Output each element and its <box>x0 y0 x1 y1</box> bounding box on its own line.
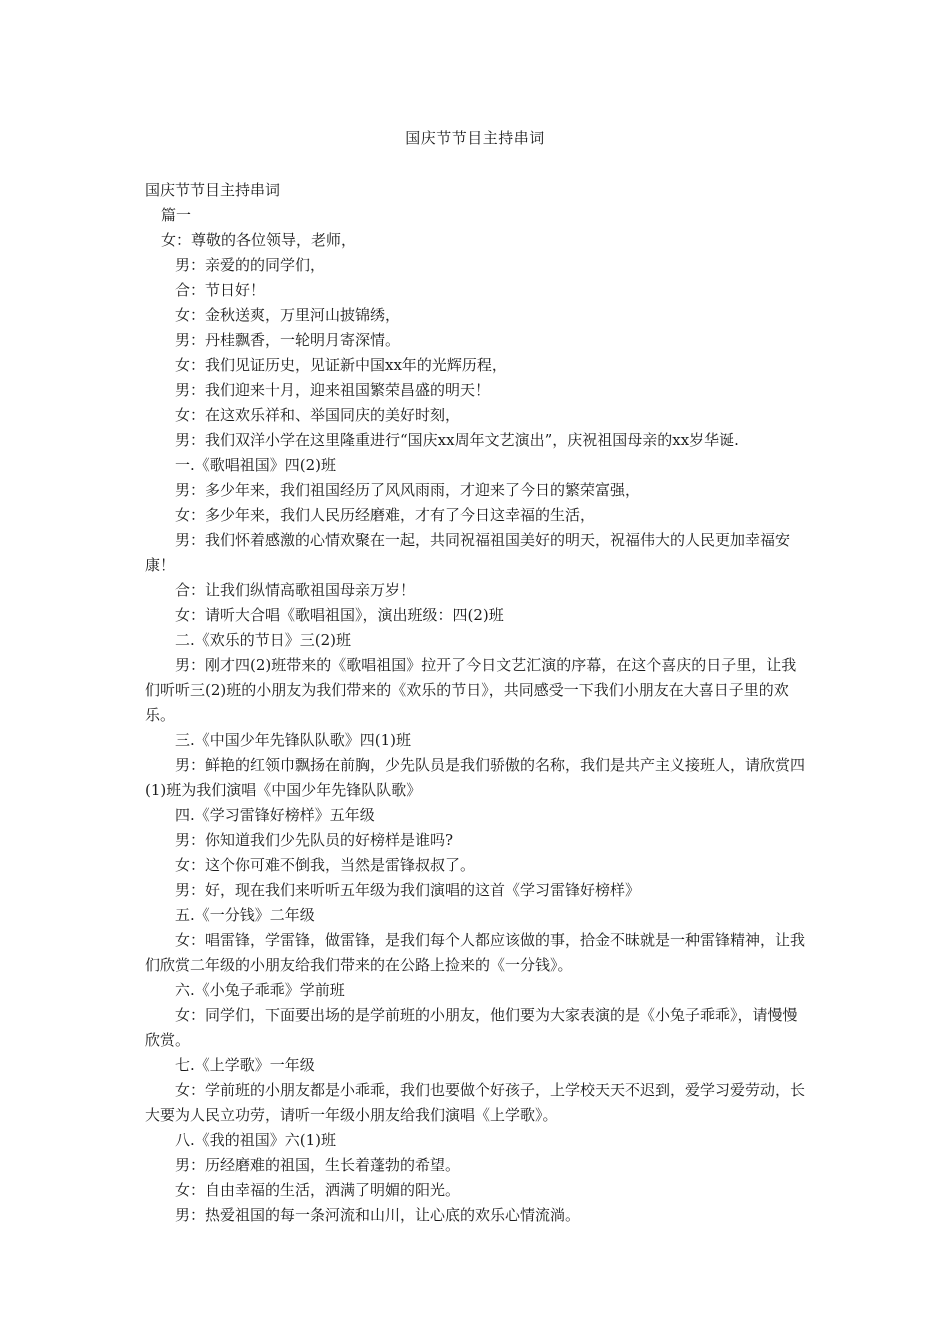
body-paragraph: 男：好，现在我们来听听五年级为我们演唱的这首《学习雷锋好榜样》 <box>175 881 641 899</box>
body-paragraph: 女：自由幸福的生活，洒满了明媚的阳光。 <box>175 1181 461 1199</box>
body-paragraph: 合：让我们纵情高歌祖国母亲万岁！ <box>175 581 416 599</box>
body-paragraph: 合：节日好！ <box>175 281 266 299</box>
body-paragraph: 女：金秋送爽，万里河山披锦绣， <box>175 306 401 324</box>
body-paragraph: 男：我们双洋小学在这里隆重进行“国庆xx周年文艺演出”，庆祝祖国母亲的xx岁华诞. <box>175 431 739 449</box>
body-paragraph: 二.《欢乐的节日》三(2)班 <box>175 631 352 649</box>
body-paragraph: 女：尊敬的各位领导，老师， <box>161 231 357 249</box>
body-paragraph: 男：你知道我们少先队员的好榜样是谁吗? <box>175 831 454 849</box>
body-paragraph: 男：历经磨难的祖国，生长着蓬勃的希望。 <box>175 1156 461 1174</box>
body-paragraph: 男：丹桂飘香，一轮明月寄深情。 <box>175 331 401 349</box>
body-paragraph: 女：唱雷锋，学雷锋，做雷锋，是我们每个人都应该做的事，拾金不昧就是一种雷锋精神，让我们欣赏二年级的小朋友给我们带来的在公路上捡来的《一分钱》。 <box>145 931 806 974</box>
body-paragraph: 五.《一分钱》二年级 <box>175 906 315 924</box>
body-paragraph: 男：我们怀着感激的心情欢聚在一起，共同祝福祖国美好的明天，祝福伟大的人民更加幸福安康！ <box>145 531 791 574</box>
body-paragraph: 男：鲜艳的红领巾飘扬在前胸，少先队员是我们骄傲的名称，我们是共产主义接班人，请欣赏四(1)班为我们演唱《中国少年先锋队队歌》 <box>145 756 806 799</box>
body-paragraph: 男：刚才四(2)班带来的《歌唱祖国》拉开了今日文艺汇演的序幕，在这个喜庆的日子里，让我们听听三(2)班的小朋友为我们带来的《欢乐的节日》，共同感受一下我们小朋友在大喜日子里的欢乐。 <box>145 656 797 724</box>
body-paragraph: 女：这个你可难不倒我，当然是雷锋叔叔了。 <box>175 856 476 874</box>
body-paragraph: 篇一 <box>161 206 192 224</box>
body-paragraph: 男：多少年来，我们祖国经历了风风雨雨，才迎来了今日的繁荣富强， <box>175 481 641 499</box>
body-paragraph: 男：我们迎来十月，迎来祖国繁荣昌盛的明天！ <box>175 381 491 399</box>
body-paragraph: 八.《我的祖国》六(1)班 <box>175 1131 337 1149</box>
body-paragraph: 四.《学习雷锋好榜样》五年级 <box>175 806 375 824</box>
body-paragraph: 女：请听大合唱《歌唱祖国》，演出班级：四(2)班 <box>175 606 504 624</box>
body-paragraph: 男：亲爱的的同学们， <box>175 256 326 274</box>
body-paragraph: 三.《中国少年先锋队队歌》四(1)班 <box>175 731 412 749</box>
document-title: 国庆节节目主持串词 <box>405 129 545 147</box>
body-paragraph: 男：热爱祖国的每一条河流和山川，让心底的欢乐心情流淌。 <box>175 1206 581 1224</box>
body-heading: 国庆节节目主持串词 <box>145 181 281 199</box>
body-paragraph: 女：同学们，下面要出场的是学前班的小朋友，他们要为大家表演的是《小兔子乖乖》，请慢慢欣赏。 <box>145 1006 798 1049</box>
body-paragraph: 女：多少年来，我们人民历经磨难，才有了今日这幸福的生活， <box>175 506 596 524</box>
body-paragraph: 七.《上学歌》一年级 <box>175 1056 315 1074</box>
document-body <box>145 178 805 1228</box>
body-paragraph: 六.《小兔子乖乖》学前班 <box>175 981 345 999</box>
body-paragraph: 女：在这欢乐祥和、举国同庆的美好时刻， <box>175 406 461 424</box>
body-paragraph: 女：我们见证历史，见证新中国xx年的光辉历程， <box>175 356 507 374</box>
body-paragraph: 一.《歌唱祖国》四(2)班 <box>175 456 337 474</box>
body-paragraph: 女：学前班的小朋友都是小乖乖，我们也要做个好孩子，上学校天天不迟到，爱学习爱劳动，长大要为人民立功劳，请听一年级小朋友给我们演唱《上学歌》。 <box>145 1081 806 1124</box>
